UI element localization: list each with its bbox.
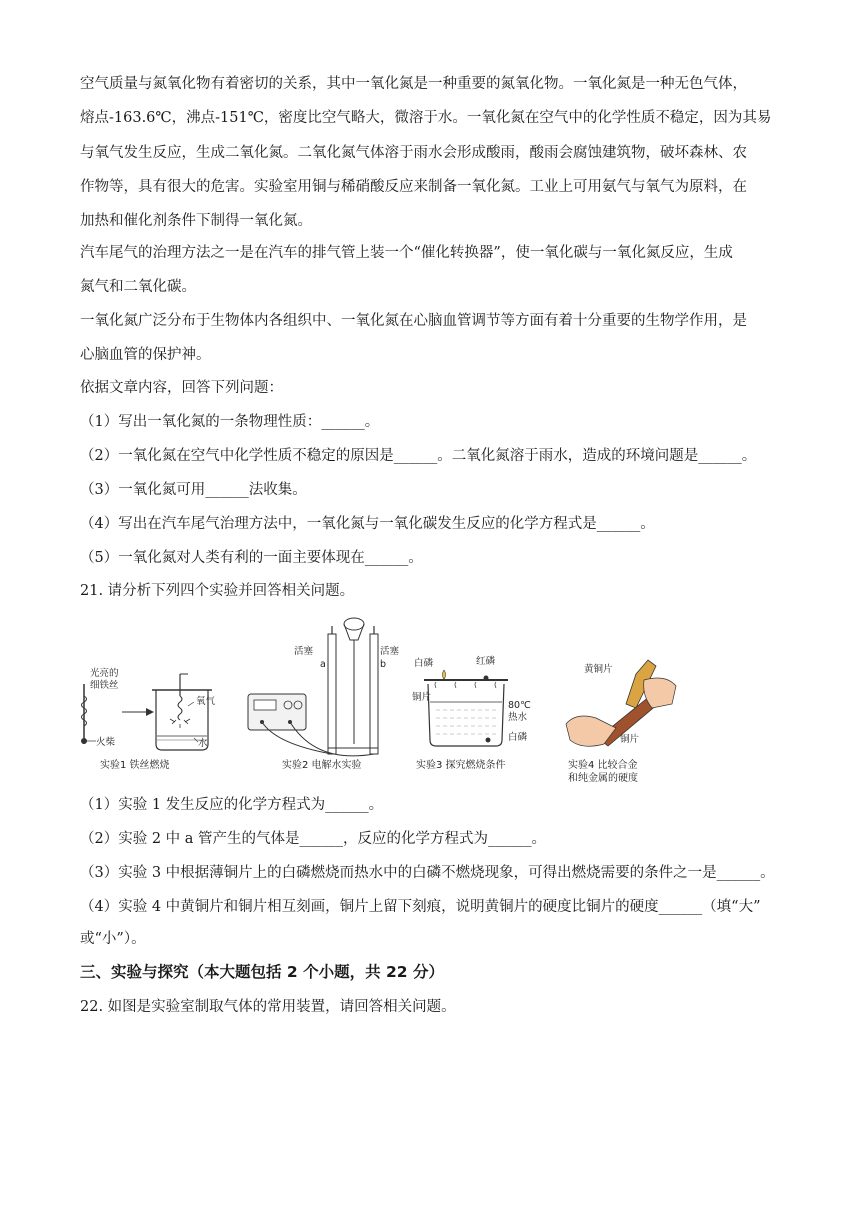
label-tube-a: a [320,659,326,670]
label-white-phosphorus-top: 白磷 [414,658,434,669]
question-prompt: 依据文章内容，回答下列问题： [80,380,283,396]
caption-experiment-4-line2: 和纯金属的硬度 [568,773,638,784]
label-brass-sheet: 黄铜片 [584,664,613,675]
caption-experiment-2: 实验2 电解水实验 [282,760,362,771]
subquestion: （3）一氧化氮可用______法收集。 [80,482,307,498]
label-tube-b: b [380,659,387,670]
label-oxygen: 氧气 [196,696,216,707]
label-match: 火柴 [96,737,116,748]
passage-line: 空气质量与氮氧化物有着密切的关系，其中一氧化氮是一种重要的氮氧化物。一氧化氮是一种无色气体， [80,76,747,92]
subquestion: （2）一氧化氮在空气中化学性质不稳定的原因是______。二氧化氮溶于雨水，造成的环境问题是______。 [80,448,757,464]
label-white-phosphorus-bottom: 白磷 [508,732,528,743]
caption-experiment-4-line1: 实验4 比较合金 [568,760,638,771]
subquestion: （4）写出在汽车尾气治理方法中，一氧化氮与一氧化碳发生反应的化学方程式是______。 [80,516,655,532]
subquestion: （1）写出一氧化氮的一条物理性质：______。 [80,414,380,430]
passage-line: 氮气和二氧化碳。 [80,279,196,295]
passage-line: 心脑血管的保护神。 [80,347,211,363]
passage-line: 作物等，具有很大的危害。实验室用铜与稀硝酸反应来制备一氧化氮。工业上可用氨气与氧气为原料，在 [80,179,747,195]
experiment-3-diagram [412,655,531,771]
subquestion: （2）实验 2 中 a 管产生的气体是______，反应的化学方程式为______。 [80,831,547,847]
subquestion: （4）实验 4 中黄铜片和铜片相互刻画，铜片上留下刻痕，说明黄铜片的硬度比铜片的硬度______（填“大” [80,899,761,915]
passage-line: 熔点-163.6℃，沸点-151℃，密度比空气略大，微溶于水。一氧化氮在空气中的化学性质不稳定，因为其易 [80,110,772,126]
caption-experiment-1: 实验1 铁丝燃烧 [100,760,170,771]
experiment-2-diagram [248,618,400,771]
label-fine-iron-wire: 细铁丝 [90,680,119,691]
passage-line: 汽车尾气的治理方法之一是在汽车的排气管上装一个“催化转换器”，使一氧化碳与一氧化氮反应，生成 [80,245,733,261]
section-title: 三、实验与探究（本大题包括 2 个小题，共 22 分） [80,963,444,981]
experiment-4-diagram [566,660,676,784]
question-stem: 22. 如图是实验室制取气体的常用装置，请回答相关问题。 [80,999,456,1015]
passage-line: 一氧化氮广泛分布于生物体内各组织中、一氧化氮在心脑血管调节等方面有着十分重要的生物学作用，是 [80,313,747,329]
subquestion: 或“小”）。 [80,931,146,947]
passage-line: 与氧气发生反应，生成二氧化氮。二氧化氮气体溶于雨水会形成酸雨，酸雨会腐蚀建筑物，破坏森林、农 [80,145,747,161]
label-water: 水 [198,738,208,749]
experiment-1-diagram [81,667,216,771]
label-hot-water: 热水 [508,712,528,723]
label-stopcock-right: 活塞 [380,646,400,657]
caption-experiment-3: 实验3 探究燃烧条件 [416,760,506,771]
label-copper-sheet: 铜片 [412,692,432,703]
passage-line: 加热和催化剂条件下制得一氧化氮。 [80,213,312,229]
label-temperature: 80℃ [508,700,531,711]
subquestion: （3）实验 3 中根据薄铜片上的白磷燃烧而热水中的白磷不燃烧现象，可得出燃烧需要的条件之一是______。 [80,865,775,881]
subquestion: （5）一氧化氮对人类有利的一面主要体现在______。 [80,550,423,566]
subquestion: （1）实验 1 发生反应的化学方程式为______。 [80,797,384,813]
experiment-diagrams [76,604,696,786]
label-stopcock-left: 活塞 [294,646,314,657]
question-stem: 21. 请分析下列四个实验并回答相关问题。 [80,583,355,599]
label-copper-sheet-4: 铜片 [620,734,640,745]
label-shiny: 光亮的 [90,668,119,679]
label-red-phosphorus: 红磷 [476,656,496,667]
experiment-figure [76,604,696,786]
